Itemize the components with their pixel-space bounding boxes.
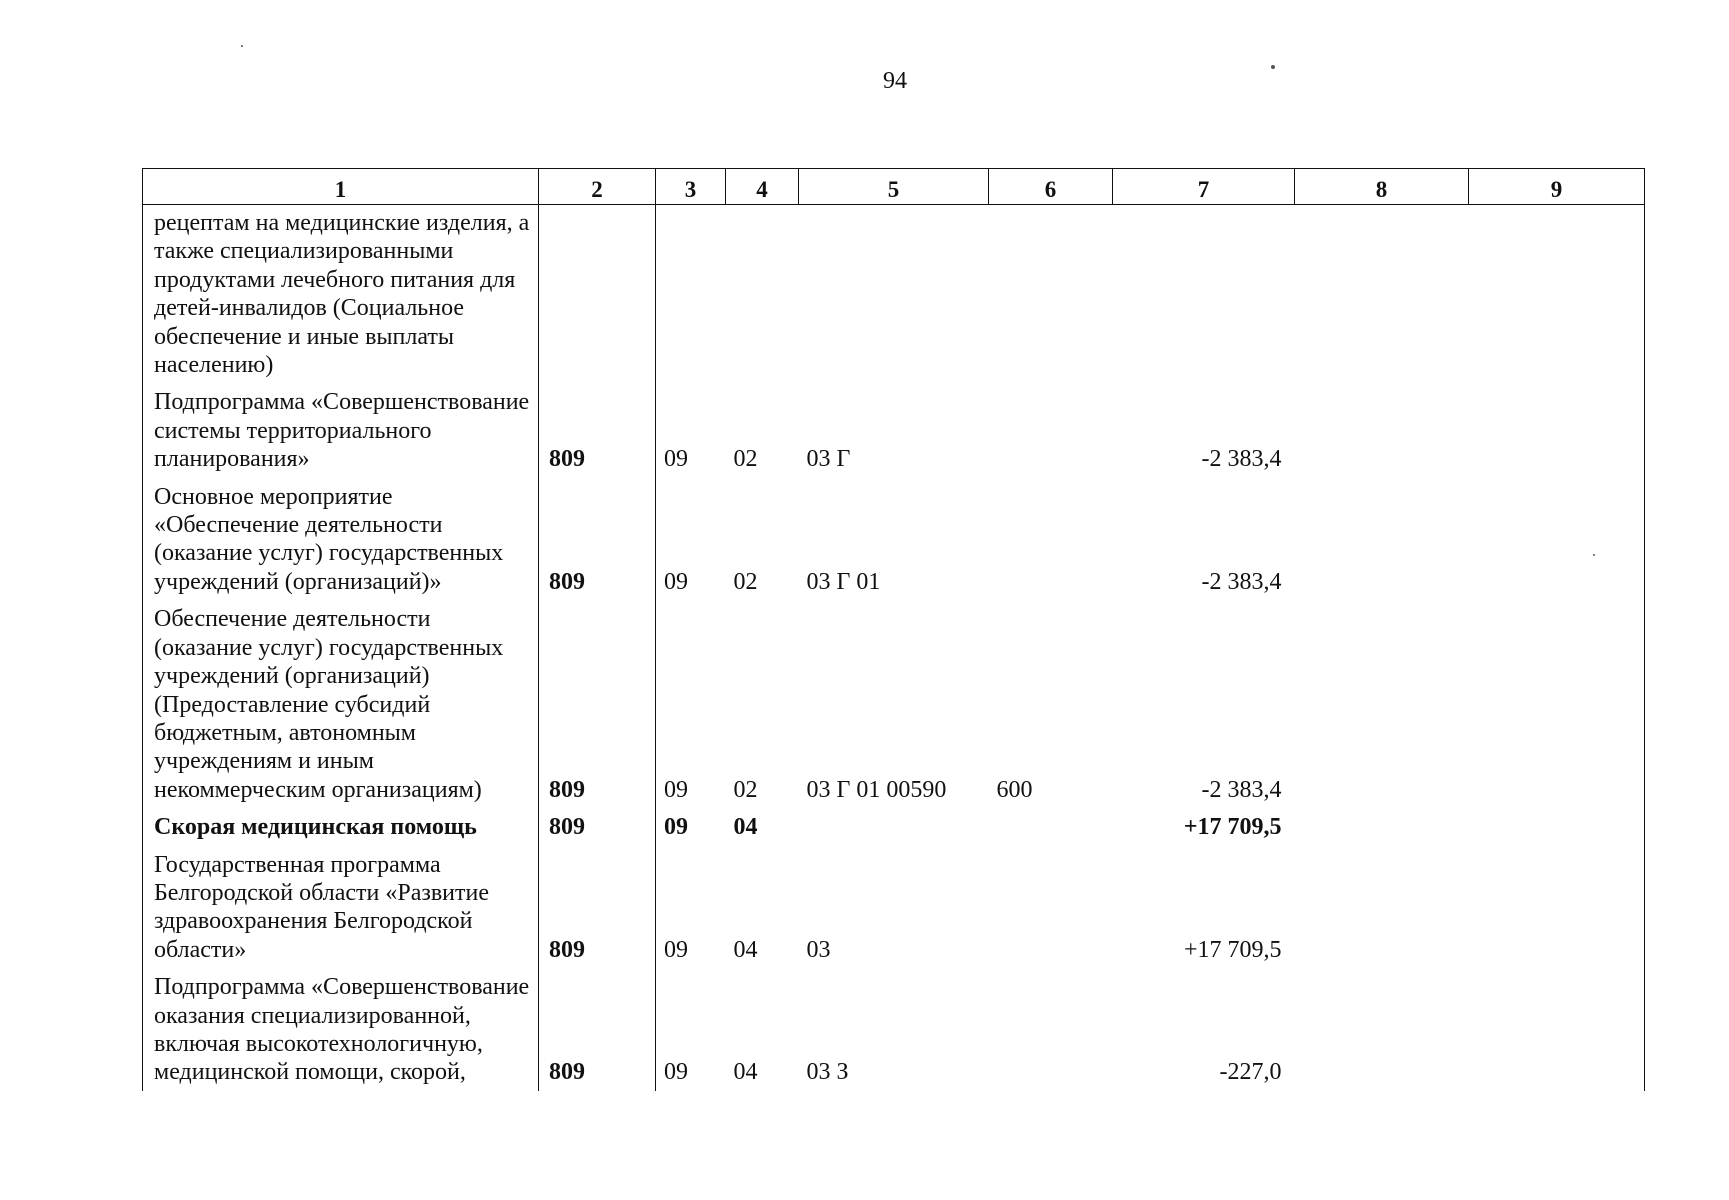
target-article-cell — [799, 205, 989, 384]
table-row — [143, 808, 1645, 845]
row-name-cell: Подпрограмма «Совершенствование оказания специализированной, включая высокотехнологичную, медицинской помощи, скорой, — [143, 968, 539, 1091]
subsection-cell: 04 — [733, 814, 758, 841]
expense-type-cell — [989, 846, 1113, 969]
row-name-cell: рецептам на медицинские изделия, а также специализированными продуктами лечебного питания для детей-инвалидов (Социальное обеспечение и иные выплаты населению) — [143, 205, 539, 384]
subsection-cell: 02 — [733, 568, 758, 595]
row-name-cell: Подпрограмма «Совершенствование системы территориального планирования» — [143, 383, 539, 477]
subsection-cell: 02 — [733, 446, 758, 473]
amount-cell: -227,0 — [1219, 1059, 1282, 1086]
column-header-2: 2 — [539, 169, 656, 205]
column-9-cell — [1469, 808, 1645, 845]
column-9-cell — [1469, 600, 1645, 808]
table-row — [143, 383, 1645, 477]
table-row — [143, 205, 1645, 384]
budget-table — [142, 168, 1645, 1091]
section-cell: 09 — [664, 446, 688, 473]
code-cell: 809 — [539, 808, 656, 845]
target-article-cell: 03 — [806, 936, 831, 963]
column-header-6: 6 — [989, 169, 1113, 205]
table-row — [143, 968, 1645, 1091]
amount-cell: -2 383,4 — [1201, 776, 1282, 803]
column-header-9: 9 — [1469, 169, 1645, 205]
column-8-cell — [1295, 383, 1469, 477]
table-body — [143, 205, 1645, 1091]
section-cell — [656, 205, 726, 384]
column-8-cell — [1295, 205, 1469, 384]
amount-cell: +17 709,5 — [1183, 814, 1282, 841]
column-9-cell — [1469, 478, 1645, 601]
table-row — [143, 846, 1645, 969]
row-name-cell: Обеспечение деятельности (оказание услуг) государственных учреждений (организаций) (Предоставление субсидий бюджетным, автономным учреждениям и иным некоммерческим организациям) — [143, 600, 539, 808]
target-article-cell: 03 З — [806, 1059, 849, 1086]
column-header-7: 7 — [1113, 169, 1295, 205]
code-cell: 809 — [539, 846, 656, 969]
scan-speck — [1271, 65, 1275, 69]
target-article-cell — [799, 808, 989, 845]
code-cell: 809 — [539, 383, 656, 477]
subsection-cell: 02 — [733, 776, 758, 803]
column-8-cell — [1295, 808, 1469, 845]
row-name-cell: Скорая медицинская помощь — [143, 808, 539, 845]
amount-cell — [1113, 205, 1295, 384]
subsection-cell: 04 — [733, 936, 758, 963]
expense-type-cell — [989, 383, 1113, 477]
column-8-cell — [1295, 600, 1469, 808]
row-name-cell: Государственная программа Белгородской области «Развитие здравоохранения Белгородской области» — [143, 846, 539, 969]
column-header-8: 8 — [1295, 169, 1469, 205]
column-9-cell — [1469, 968, 1645, 1091]
column-9-cell — [1469, 205, 1645, 384]
table-row — [143, 478, 1645, 601]
table-row — [143, 600, 1645, 808]
section-cell: 09 — [664, 776, 688, 803]
page-number: 94 — [883, 68, 907, 94]
amount-cell: +17 709,5 — [1183, 936, 1282, 963]
expense-type-cell — [989, 968, 1113, 1091]
column-header-4: 4 — [726, 169, 799, 205]
scan-speck — [241, 45, 243, 47]
column-9-cell — [1469, 846, 1645, 969]
subsection-cell — [726, 205, 799, 384]
column-8-cell — [1295, 968, 1469, 1091]
subsection-cell: 04 — [733, 1059, 758, 1086]
code-cell: 809 — [539, 478, 656, 601]
expense-type-cell: 600 — [996, 776, 1033, 803]
expense-type-cell — [989, 808, 1113, 845]
target-article-cell: 03 Г 01 00590 — [806, 776, 947, 803]
target-article-cell: 03 Г 01 — [806, 568, 881, 595]
column-header-5: 5 — [799, 169, 989, 205]
expense-type-cell — [989, 205, 1113, 384]
column-8-cell — [1295, 846, 1469, 969]
section-cell: 09 — [664, 1059, 688, 1086]
column-header-3: 3 — [656, 169, 726, 205]
column-9-cell — [1469, 383, 1645, 477]
amount-cell: -2 383,4 — [1201, 446, 1282, 473]
section-cell: 09 — [664, 568, 688, 595]
amount-cell: -2 383,4 — [1201, 568, 1282, 595]
target-article-cell: 03 Г — [806, 446, 851, 473]
header-row — [143, 169, 1645, 205]
expense-type-cell — [989, 478, 1113, 601]
table-header — [143, 169, 1645, 205]
row-name-cell: Основное мероприятие «Обеспечение деятельности (оказание услуг) государственных учреждений (организаций)» — [143, 478, 539, 601]
column-header-1: 1 — [143, 169, 539, 205]
section-cell: 09 — [664, 936, 688, 963]
code-cell — [539, 205, 656, 384]
column-8-cell — [1295, 478, 1469, 601]
code-cell: 809 — [539, 600, 656, 808]
section-cell: 09 — [664, 814, 688, 841]
code-cell: 809 — [539, 968, 656, 1091]
